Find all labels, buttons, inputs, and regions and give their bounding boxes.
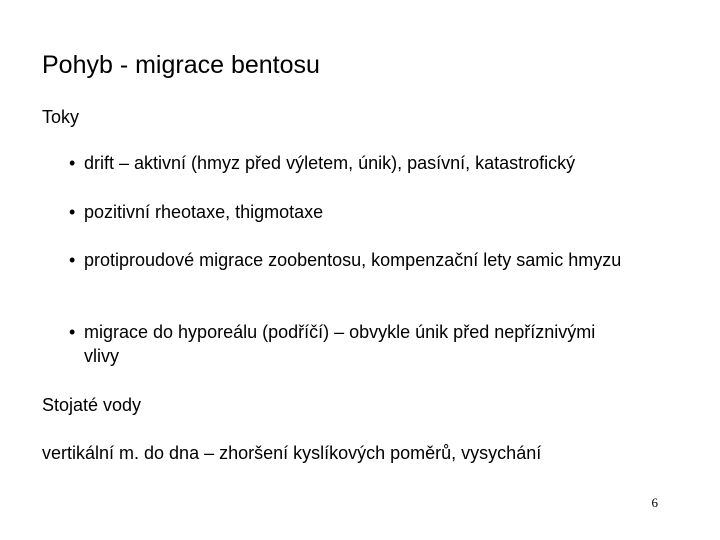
list-item — [69, 248, 669, 272]
section-heading-stojate-vody: Stojaté vody — [42, 395, 142, 415]
list-item — [69, 200, 689, 224]
section-text: vertikální m. do dna – zhoršení kyslíkových poměrů, vysychání — [42, 443, 542, 463]
slide-title: Pohyb - migrace bentosu — [42, 51, 320, 79]
list-item — [69, 320, 599, 368]
page-number: 6 — [651, 495, 658, 510]
bullet-icon: • — [69, 153, 76, 173]
section-heading-toky: Toky — [42, 107, 80, 127]
bullet-icon: • — [69, 250, 76, 270]
list-item — [69, 151, 689, 175]
bullet-text: protiproudové migrace zoobentosu, kompenzační lety samic hmyzu — [84, 250, 622, 270]
bullet-text: drift – aktivní (hmyz před výletem, únik), pasívní, katastrofický — [84, 153, 576, 173]
bullet-icon: • — [69, 322, 76, 342]
bullet-icon: • — [69, 202, 76, 222]
bullet-text: pozitivní rheotaxe, thigmotaxe — [84, 202, 324, 222]
bullet-text: migrace do hyporeálu (podříčí) – obvykle únik před nepříznivými vlivy — [84, 322, 596, 366]
